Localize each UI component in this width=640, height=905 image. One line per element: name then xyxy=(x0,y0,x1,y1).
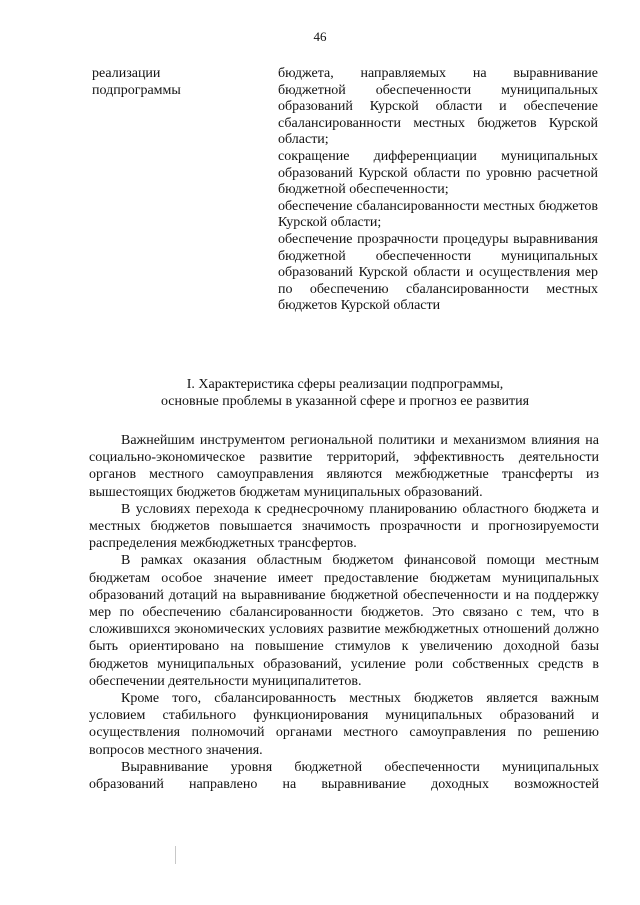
body-text xyxy=(89,432,599,793)
table-right-item: обеспечение сбалансированности местных бюджетов Курской области; xyxy=(278,198,598,231)
table-left-label: реализации подпрограммы xyxy=(92,66,181,98)
section-heading-line: I. Характеристика сферы реализации подпрограммы, xyxy=(186,377,504,392)
section-heading xyxy=(80,376,610,410)
page-number: 46 xyxy=(313,29,327,44)
paragraph: Выравнивание уровня бюджетной обеспеченности муниципальных образований направлено на выравнивание доходных возможностей xyxy=(89,759,599,793)
paragraph: В условиях перехода к среднесрочному планированию областного бюджета и местных бюджетов повышается значимость прозрачности и прогнозируемости распределения межбюджетных трансфертов. xyxy=(89,501,599,552)
paragraph: Важнейшим инструментом региональной политики и механизмом влияния на социально-экономическое развитие территорий, эффективность деятельности органов местного самоуправления являются межбюджетные трансферты из вышестоящих бюджетов бюджетам муниципальных образований. xyxy=(89,433,599,500)
paragraph: Кроме того, сбалансированность местных бюджетов является важным условием стабильного функционирования муниципальных образований и осуществления полномочий органами местного самоуправления по решению вопросов местного значения. xyxy=(89,691,599,758)
table-right-item: бюджета, направляемых на выравнивание бюджетной обеспеченности муниципальных образований Курской области и обеспечение сбалансированности местных бюджетов Курской области; xyxy=(278,66,598,148)
table-right-column xyxy=(278,66,598,315)
section-heading-line: основные проблемы в указанной сфере и прогноз ее развития xyxy=(160,394,530,409)
table-right-item: сокращение дифференциации муниципальных образований Курской области по уровню расчетной бюджетной обеспеченности; xyxy=(278,148,598,198)
table-right-item: обеспечение прозрачности процедуры выравнивания бюджетной обеспеченности муниципальных образований Курской области и осуществления мер по обеспечению сбалансированности местных бюджетов Курской области xyxy=(278,231,598,314)
scan-artifact-line xyxy=(175,846,176,864)
paragraph: В рамках оказания областным бюджетом финансовой помощи местным бюджетам особое значение имеет предоставление бюджетам муниципальных образований дотаций на выравнивание бюджетной обеспеченности и на поддержку мер по обеспечению сбалансированности бюджетов. Это связано с тем, что в сложившихся экономических условиях развитие межбюджетных отношений должно быть ориентировано на повышение стимулов к увеличению доходной базы бюджетов муниципальных образований, усиление роли собственных средств в обеспечении деятельности муниципалитетов. xyxy=(89,553,599,689)
